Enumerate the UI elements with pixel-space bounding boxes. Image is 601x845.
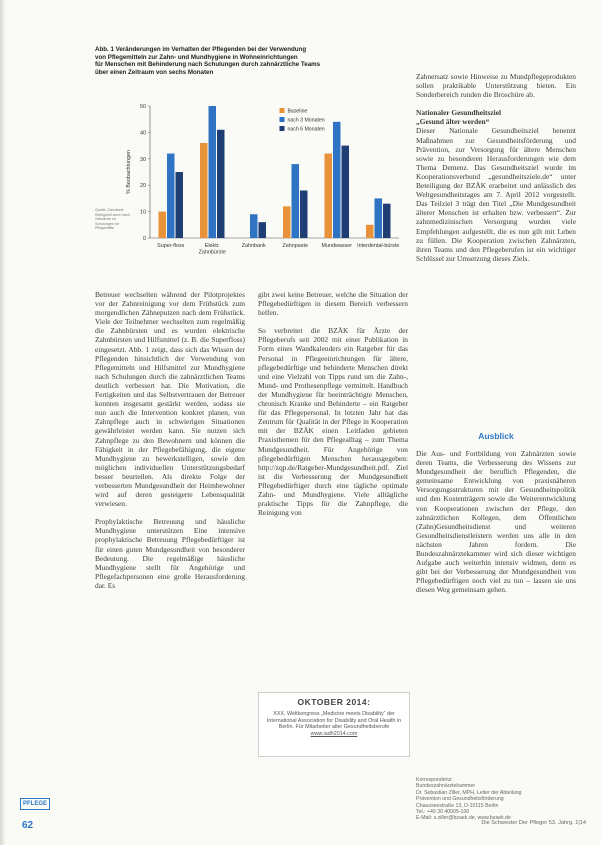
bar <box>259 222 267 238</box>
contact-line: E-Mail: s.ziller@bzaek.de, www.bzaek.de <box>416 815 511 822</box>
note-line: Kittelgrün/Lanze nach <box>95 212 130 217</box>
note-line: Schulungen für <box>95 221 120 226</box>
note-line: Pflegekräfte <box>95 226 115 230</box>
contact-label: Korrespondenz: <box>416 777 453 783</box>
y-tick-label: 50 <box>140 104 146 110</box>
bar <box>167 154 175 238</box>
caption-line: über einen Zeitraum von sechs Monaten <box>95 68 214 76</box>
bar <box>383 204 391 238</box>
contact-line: Chausseestraße 13, D-10115 Berlin <box>416 802 499 809</box>
contact-block <box>416 777 581 822</box>
y-tick-label: 40 <box>140 130 146 137</box>
contact-line: Dr. Sebastian Ziller, MPH, Leiter der Abteilung <box>416 789 522 796</box>
section-heading: Nationaler Gesundheitsziel <box>416 108 502 118</box>
middle-column <box>258 290 408 526</box>
x-tick-label: Zahnbank <box>241 243 266 249</box>
paragraph: So verbreitet die BZÄK für Ärzte der Pflegeberufs seit 2002 mit einer Publikation in Form eines Wandkalenders ein Ratgeber für das Personal in Pflegeeinrichtungen für ältere, pflegebedürftige und behinderte Menschen direkt und eine Vielzahl von Tipps rund um die Zahn-, Mund- und Prothesenpflege vermittelt. Handbuch der Mundhygiene für beeinträchtigte Menschen, chronisch Kranke und Behinderte – ein Ratgeber für das Pflegepersonal. In letzten Jahr hat das Zentrum für Qualität in der Pflege in Kooperation mit der BZÄK einen Leitfaden gebieten Praxisthemen für den Pflegealltag – zum Thema Mundgesundheit. Für Angehörige von pflegebedürftigen Menschen herausgegeben: http://zqp.de/Ratgeber-Mundgesundheit.pdf. Ziel ist die Verbesserung der Mundgesundheit Pflegebedürftiger durch eine tägliche optimale Zahn- und Mundhygiene. Viele alltägliche praktische Tipps für die Zahnpflege, die Reinigung von <box>258 326 408 518</box>
bar <box>300 190 308 238</box>
page-number: 62 <box>22 820 34 831</box>
y-tick-label: 30 <box>140 156 146 163</box>
x-tick-label: Elektr. <box>204 243 220 249</box>
paragraph: Dieser Nationale Gesundheitsziel benennt Maßnahmen zur Gesundheitsförderung und Prävention, zur Versorgung für ältere Menschen sowie zu besonderen Herausforderungen wie dem Thema Demenz. Das Gesundheitsziel wurde im Kooperationsverbund „gesundheitsziele.de“ unter Beteiligung der BZÄK erarbeitet und anlässlich des Weltgesundheitstages am 7. April 2012 vorgestellt. Das Teilziel 3 trägt den Titel „Die Mundgesundheit älterer Menschen ist erhalten bzw. verbessert“. Zur zahnmedizinischen Versorgung wurden viele Empfehlungen aufgestellt, die es nun gilt mit Leben zu füllen. Die Kooperation zwischen Zahnärzten, ihren Teams und den Pflegeberufen ist ein wichtiger Schlüssel zur Umsetzung dieses Ziels. <box>416 126 576 263</box>
caption-line: von Pflegemitteln zur Zahn- und Mundhygiene in Wohneinrichtungen <box>95 53 298 61</box>
caption-line: für Menschen mit Behinderung nach Schulungen durch zahnärztliche Teams <box>95 61 321 69</box>
legend-swatch <box>279 126 284 131</box>
y-tick-label: 10 <box>140 209 146 216</box>
journal-footer: Die Schwester Der Pfleger 53. Jahrg. 1|14 <box>481 820 586 826</box>
event-text <box>265 711 403 737</box>
page-fold-shadow <box>0 0 6 845</box>
bar <box>366 225 374 238</box>
paragraph: Zahnersatz sowie Hinweise zu Mundpflegeprodukten sollen praktikable Unterstützung bieten. Ein Sonderbereich runden die Broschüre ab. <box>416 72 576 100</box>
event-title: OKTOBER 2014: <box>297 697 371 707</box>
legend-label: Baseline <box>287 108 308 115</box>
legend-swatch <box>279 108 284 113</box>
figure-caption <box>95 46 405 76</box>
x-tick-label: Super-floss <box>157 243 185 249</box>
bar <box>333 122 341 238</box>
x-tick-label: Mundwasser <box>321 243 353 249</box>
bar <box>176 172 184 238</box>
bar <box>200 143 208 238</box>
x-tick-label: Interdental-bürste <box>357 243 400 249</box>
bar <box>325 154 333 238</box>
event-description: XXX. Weltkongress „Medicine meets Disability“ der International Association for Disability and Oral Health in Berlin. Für Mitarbeiter aller Gesundheitsberufe <box>266 711 402 731</box>
ausblick-heading: Ausblick <box>478 431 514 441</box>
bar <box>217 130 225 238</box>
ausblick-section <box>416 449 576 604</box>
x-tick-label: Zahnpaste <box>282 243 308 249</box>
contact-line: Prävention und Gesundheitsförderung <box>416 796 504 803</box>
bar <box>292 164 300 238</box>
legend-label: nach 6 Monaten <box>287 126 325 133</box>
caption-line: Abb. 1 Veränderungen im Verhalten der Pflegenden bei der Verwendung <box>95 46 307 53</box>
bar <box>159 212 167 238</box>
legend-label: nach 3 Monaten <box>287 117 325 124</box>
contact-line: Tel.: +49 30 40005-100 <box>416 809 470 816</box>
x-tick-label: Zahnbürste <box>198 249 226 256</box>
bar <box>342 146 350 238</box>
bar <box>250 214 258 238</box>
right-column <box>416 72 576 272</box>
left-column <box>95 290 245 599</box>
event-box <box>258 692 410 757</box>
bar-chart <box>120 98 405 276</box>
contact-line: Bundeszahnärztekammer <box>416 783 476 790</box>
paragraph: Die Aus- und Fortbildung von Zahnärzten sowie deren Teams, die Verbesserung des Wissens zur Mundgesundheit der beruflich Pflegenden, die gemeinsame Entwicklung von praxisnäheren Versorgungsstrukturen mit der Gesundheitspolitik und den Kostenträgern sowie die Weiterentwicklung von Kooperationen zwischen der Pflege, den zahnärztlichen Kollegen, dem Öffentlichen (Zahn)Gesundheitsdienst und weiteren Gesundheitsdienstleistern werden uns alle in den nächsten Jahren fordern. Die Bundeszahnärztekammer wird sich dieser wichtigen Aufgabe auch weiterhin intensiv widmen, denn es gibt bei der Verbesserung der Mundgesundheit von Pflegebedürftigen noch viel zu tun – lassen sie uns diesen Weg gemeinsam gehen. <box>416 449 576 595</box>
event-link[interactable]: www.iadh2014.com <box>310 730 358 737</box>
y-axis-label: % Beobachtungen <box>126 149 132 195</box>
legend-swatch <box>279 117 284 122</box>
paragraph: gibt zwei keine Betreuer, welche die Situation der Pflegebedürftigen in diesem Bereich verbessern helfen. <box>258 290 408 318</box>
note-line: Zahnärzte im <box>95 217 116 221</box>
paragraph: Prophylaktische Betreuung und häusliche Mundhygiene unterstützen Eine intensive prophylaktische Betreuung Pflegebedürftiger ist für einen guten Mundgesundheit von besonderer Bedeutung. Die regelmäßige häusliche Mundhygiene stellt für Angehörige und Pflegefachpersonen eine große Herausforderung dar. Es <box>95 517 245 590</box>
paragraph: Betreuer wechselten während der Pilotprojektes vor der Zahnreinigung vor dem Frühstück zum morgendlichen Zähneputzen nach dem Frühstück. Viele der Teilnehmer wechselten zum regelmäßig die Zahnbürsten und es wurden elektrische Zahnbürsten und Hilfsmittel (z. B. die Superfloss) eingesetzt. Abb. 1 zeigt, dass sich das Wissen der Pflegenden hinsichtlich der Verwendung von Pflegemitteln und Hilfsmittel zur Mundhygiene nach Schulungen durch die zahnärztlichen Teams deutlich verbessert hat. Die Motivation, die Fertigkeiten und das Selbstvertrauen der Betreuer konnten insgesamt gestärkt werden, sodass sie nun auch die Intervention konkret planen, von Zahnpflege auch in schwierigen Situationen gewährleistet werden kann. Sie nutzen sich Zahnpflege zu den Bewohnern und können die Fähigkeit in der Pflegebefähigung, die eigene Mundhygiene zu bewerkstelligen, sowie den möglichen individuellen Unterstützungsbedarf besser beurteilen. Als direkte Folge der verbesserten Mundgesundheit der Heimbewohner wird auf deren gesteigerte Lebensqualität verwiesen. <box>95 290 245 509</box>
bar <box>283 206 291 238</box>
section-heading: „Gesund älter werden“ <box>416 117 490 127</box>
note-line: Quelle: Zahnärzte <box>95 208 124 212</box>
y-tick-label: 0 <box>143 236 146 242</box>
bar <box>375 198 383 238</box>
section-logo: PFLEGE <box>20 798 50 810</box>
bar <box>209 106 217 238</box>
y-tick-label: 20 <box>140 183 146 190</box>
